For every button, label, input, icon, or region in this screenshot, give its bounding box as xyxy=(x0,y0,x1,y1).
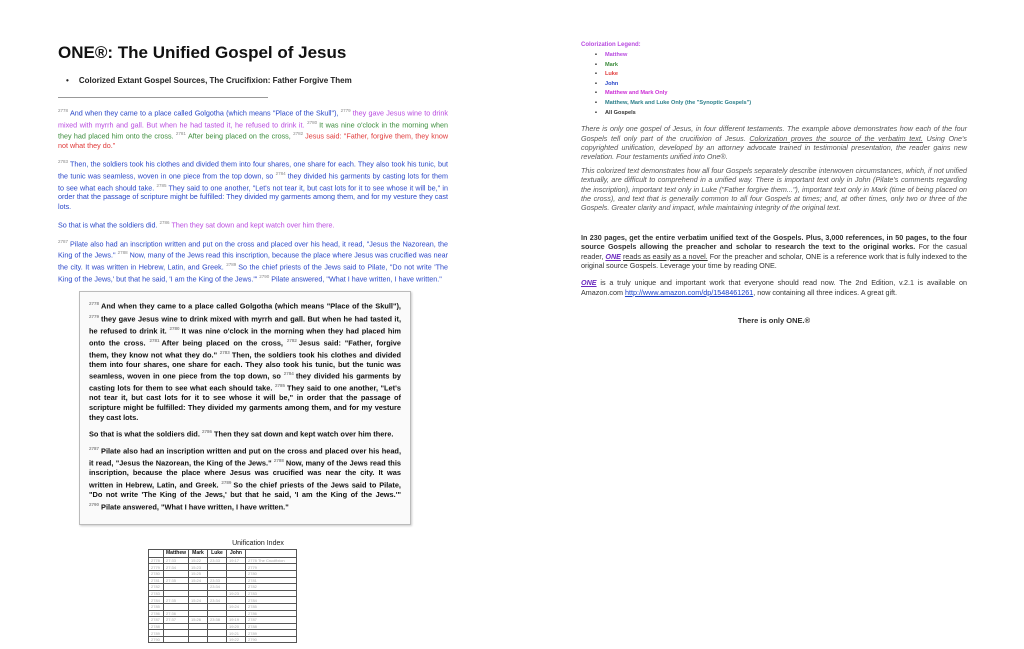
promo-text-a: For the casual reader, xyxy=(581,242,968,261)
table-row xyxy=(149,610,297,617)
index-cell xyxy=(208,590,227,597)
index-cell xyxy=(208,636,227,643)
index-cell: 2781 xyxy=(246,577,297,584)
legend-label: Matthew xyxy=(604,52,628,58)
bullet-icon: • xyxy=(595,80,597,87)
bullet-icon: • xyxy=(595,71,597,78)
legend-label: Matthew, Mark and Luke Only (the "Synoptic Gospels") xyxy=(604,99,752,106)
verse-number: 2788 xyxy=(273,458,284,464)
intro-text-underlined: Colorization proves the source of the verbatim text. xyxy=(749,133,923,143)
subtitle xyxy=(58,76,448,85)
verse-text: Pilate also had an inscription written and put on the cross and placed over his head, it read, "Jesus the Nazorean, the King of the Jews." xyxy=(89,446,401,468)
right-page xyxy=(581,0,967,325)
verse-number: 2789 xyxy=(226,262,237,268)
verse-text: It was nine o'clock in the morning when they had placed him onto the cross. xyxy=(89,326,401,348)
index-cell: 2790 xyxy=(149,636,164,643)
availability-text: is a truly unique and important work that everyone should read now. The 2nd Edition, v.2.1 is available on Amazon.com xyxy=(581,278,968,297)
index-cell: 2788 xyxy=(246,623,297,630)
table-row xyxy=(149,630,297,637)
divider xyxy=(58,97,268,98)
index-cell: 27:34 xyxy=(164,564,189,571)
table-row xyxy=(149,564,297,571)
verse-text: Pilate answered, "What I have written, I have written." xyxy=(271,274,442,284)
index-cell: 2790 xyxy=(246,636,297,643)
verse-text: It was nine o'clock in the morning when they had placed him onto the cross. xyxy=(58,120,448,141)
verse-number: 2782 xyxy=(286,337,297,343)
index-cell: 2785 xyxy=(149,603,164,610)
bullet-icon: • xyxy=(595,52,597,58)
index-cell: 27:36 xyxy=(164,610,189,617)
verse-text: they gave Jesus wine to drink mixed with myrrh and gall. But when he had tasted it, he refused to drink it. xyxy=(58,108,448,130)
index-cell xyxy=(189,636,208,643)
table-row xyxy=(149,636,297,643)
table-row xyxy=(149,623,297,630)
verse-number: 2779 xyxy=(340,108,351,113)
colorization-legend xyxy=(581,51,967,118)
index-cell xyxy=(164,603,189,610)
verse-number: 2786 xyxy=(201,429,212,435)
index-cell: 2785 xyxy=(246,603,297,610)
index-cell xyxy=(208,603,227,610)
table-row xyxy=(149,617,297,624)
table-row xyxy=(149,590,297,597)
verse-text: Now, many of the Jews read this inscription, because the place where Jesus was crucified was near the city. It was written in Hebrew, Latin, and Greek. xyxy=(89,458,401,490)
verse-paragraph xyxy=(89,444,401,511)
index-cell xyxy=(227,597,246,604)
left-page xyxy=(58,0,448,643)
table-row xyxy=(149,584,297,591)
bullet-icon: • xyxy=(595,90,597,97)
index-cell xyxy=(189,603,208,610)
one-emphasis-2: ONE xyxy=(581,278,597,288)
index-header-cell: Matthew xyxy=(164,549,189,557)
index-cell: 23:33 xyxy=(208,577,227,584)
legend-item xyxy=(595,99,967,109)
index-cell: 23:33 xyxy=(208,557,227,564)
index-cell xyxy=(208,564,227,571)
index-cell xyxy=(189,630,208,637)
promo-paragraph xyxy=(581,233,967,271)
verse-text: Then they sat down and kept watch over him there. xyxy=(213,429,394,439)
index-cell: 2782 xyxy=(246,584,297,591)
index-cell: 27:35 xyxy=(164,597,189,604)
verse-number: 2785 xyxy=(274,383,285,389)
index-cell: 27:37 xyxy=(164,617,189,624)
verse-number: 2784 xyxy=(283,371,294,377)
legend-item xyxy=(595,51,967,61)
legend-item xyxy=(595,70,967,80)
closing-statement: There is only ONE.® xyxy=(737,316,811,326)
index-cell: 15:23 xyxy=(189,564,208,571)
promo-bold: In 230 pages, get the entire verbatim unified text of the Gospels. Plus, 3,000 references, in 50 pages, to the four source Gospels allowing the preacher and scholar to research the text to the original works. xyxy=(581,232,967,252)
verse-text: Pilate answered, "What I have written, I have written." xyxy=(101,502,289,512)
index-cell: 19:22 xyxy=(227,636,246,643)
verse-text: Jesus said: "Father, forgive them, they know not what they do." xyxy=(58,131,449,151)
intro-paragraph xyxy=(581,124,967,162)
index-cell: 19:19 xyxy=(227,617,246,624)
index-cell: 2782 xyxy=(149,584,164,591)
index-cell: 2787 xyxy=(149,617,164,624)
verse-paragraph xyxy=(89,427,401,439)
index-header-cell: John xyxy=(227,549,246,557)
verse-number: 2783 xyxy=(58,159,69,165)
index-cell: 15:26 xyxy=(189,617,208,624)
unification-index-title: Unification Index xyxy=(232,539,284,547)
index-cell: 27:35 xyxy=(164,577,189,584)
index-cell: 19:23 xyxy=(227,590,246,597)
index-cell: 27:33 xyxy=(164,557,189,564)
index-cell: 2786 xyxy=(149,610,164,617)
verse-number: 2789 xyxy=(221,480,232,486)
promo-underlined: reads as easily as a novel. xyxy=(622,251,708,261)
index-cell xyxy=(189,610,208,617)
index-cell xyxy=(227,564,246,571)
index-header-cell: Luke xyxy=(208,549,227,557)
table-row xyxy=(149,577,297,584)
index-cell: 15:22 xyxy=(189,557,208,564)
amazon-link[interactable]: http://www.amazon.com/dp/1548461261 xyxy=(624,287,754,297)
bullet-icon: • xyxy=(595,99,597,106)
index-cell xyxy=(208,623,227,630)
verse-number: 2781 xyxy=(149,337,160,343)
intro-text-a: There is only one gospel of Jesus, in four different testaments. The example above demonstrates how each of the four Gospels tell only part of the crucifixion of Jesus. xyxy=(581,124,967,143)
verse-text: So the chief priests of the Jews said to Pilate, "Do not write 'The King of the Jews,' but that he said, 'I am the King of the Jews.'" xyxy=(58,262,448,284)
index-cell xyxy=(189,623,208,630)
legend-label: Mark xyxy=(604,61,619,68)
colorized-text xyxy=(58,106,448,283)
verse-number: 2784 xyxy=(275,171,286,177)
index-cell xyxy=(227,610,246,617)
verse-text: After being placed on the cross, xyxy=(161,338,287,348)
legend-item xyxy=(595,61,967,71)
verse-text: they divided his garments by casting lots for them to see what each should take. xyxy=(89,371,401,393)
subtitle-text: Colorized Extant Gospel Sources, The Crucifixion: Father Forgive Them xyxy=(78,76,352,85)
legend-label: Luke xyxy=(604,71,619,78)
verse-number: 2780 xyxy=(307,119,318,125)
index-cell: 2789 xyxy=(246,630,297,637)
verse-number: 2779 xyxy=(89,313,100,319)
index-cell xyxy=(189,584,208,591)
verse-text: they divided his garments by casting lots for them to see what each should take. xyxy=(58,171,448,193)
index-cell: 19:17 xyxy=(227,557,246,564)
verse-number: 2778 xyxy=(89,301,100,307)
verse-number: 2787 xyxy=(58,238,69,244)
legend-label: All Gospels xyxy=(604,109,636,116)
subtitle-bullet: • xyxy=(66,76,69,85)
index-cell: 2788 xyxy=(149,623,164,630)
index-cell: 2779 xyxy=(149,564,164,571)
verse-text: And when they came to a place called Golgotha (which means "Place of the Skull"), xyxy=(70,108,341,118)
index-cell xyxy=(164,570,189,577)
index-cell: 2779 xyxy=(246,564,297,571)
verse-paragraph xyxy=(58,218,448,230)
verse-text: After being placed on the cross, xyxy=(187,131,294,141)
index-cell: 15:25 xyxy=(189,570,208,577)
index-cell: 2780 xyxy=(246,570,297,577)
verse-text: they gave Jesus wine to drink mixed with myrrh and gall. But when he had tasted it, he refused to drink it. xyxy=(89,313,401,336)
legend-label: John xyxy=(604,80,619,87)
index-cell: 23:34 xyxy=(208,584,227,591)
index-header-cell: Mark xyxy=(189,549,208,557)
index-header-cell xyxy=(246,549,297,557)
index-cell: 2783 xyxy=(246,590,297,597)
index-cell: 15:24 xyxy=(189,577,208,584)
verse-number: 2785 xyxy=(156,182,167,188)
index-header-cell xyxy=(149,549,164,557)
verse-text: Then, the soldiers took his clothes and divided them into four shares, one share for each. They also took his tunic, but the tunic was seamless, woven in one piece from the top down, so xyxy=(89,350,401,381)
index-cell: 2781 xyxy=(149,577,164,584)
index-cell: 2789 xyxy=(149,630,164,637)
index-cell xyxy=(164,630,189,637)
unification-index-table xyxy=(148,549,297,644)
index-cell xyxy=(189,590,208,597)
verse-number: 2788 xyxy=(117,250,128,256)
index-cell xyxy=(164,636,189,643)
index-cell: 2784 xyxy=(246,597,297,604)
index-cell xyxy=(227,584,246,591)
index-cell: 2784 xyxy=(149,597,164,604)
index-cell: 19:21 xyxy=(227,630,246,637)
index-cell: 19:24 xyxy=(227,603,246,610)
verse-paragraph xyxy=(89,299,401,422)
legend-title: Colorization Legend: xyxy=(581,42,641,48)
intro-text-b: Using One's copyrighted unification, developed by an attorney advocate trained in testimonial presentation, the reader gains new revelation. Four testaments unified into One®. xyxy=(581,133,968,162)
page-title: ONE®: The Unified Gospel of Jesus xyxy=(58,43,347,62)
verse-text: Then they sat down and kept watch over him there. xyxy=(171,220,335,230)
legend-label: Matthew and Mark Only xyxy=(604,90,668,97)
verse-number: 2783 xyxy=(219,349,230,355)
one-emphasis: ONE xyxy=(605,251,621,261)
verse-text: They said to one another, "Let's not tear it, but cast lots for it to see whose it will be," in order that the passage of scripture might be fulfilled: They divided my garments among them, and for my vesture they cast lots. xyxy=(58,183,448,211)
verse-number: 2787 xyxy=(89,446,100,452)
index-cell xyxy=(164,584,189,591)
index-cell xyxy=(208,570,227,577)
verse-text: Now, many of the Jews read this inscription, because the place where Jesus was crucified was near the city. It was written in Hebrew, Latin, and Greek. xyxy=(58,250,448,272)
verse-paragraph xyxy=(58,237,448,284)
index-cell: 2787 xyxy=(246,617,297,624)
explanation-paragraph: This colorized text demonstrates how all four Gospels separately describe interwoven circumstances, which, if not unified textually, are difficult to comprehend in a unified way. There is important text only in John (Pilate's comments regarding the inscription), important text only in Luke ("Father forgive them..."), important text only in Mark (time of being placed on the cross), and text that is generally common to all four Gospels at times; and, at other times, only two or three of the Gospels. Greater clarity and impact, while maintaining integrity of the original text. xyxy=(581,165,967,213)
index-cell: 19:20 xyxy=(227,623,246,630)
index-cell xyxy=(227,577,246,584)
verse-text: So that is what the soldiers did. xyxy=(58,220,160,230)
index-cell xyxy=(164,623,189,630)
bullet-icon: • xyxy=(595,109,597,116)
index-cell: 2778 The Crucifixion xyxy=(246,557,297,564)
verse-number: 2780 xyxy=(169,325,180,331)
verse-number: 2790 xyxy=(259,273,270,279)
verse-paragraph xyxy=(58,106,448,150)
promo-text-b: For the preacher and scholar, ONE is a reference work that is fully indexed to the original source Gospels. Leverage your time by reading ONE. xyxy=(581,251,967,271)
verse-number: 2790 xyxy=(89,501,100,507)
index-cell: 2780 xyxy=(149,570,164,577)
index-cell xyxy=(164,590,189,597)
index-cell xyxy=(227,570,246,577)
availability-paragraph xyxy=(581,278,967,297)
verse-text: So the chief priests of the Jews said to Pilate, "Do not write 'The King of the Jews,' but that he said, 'I am the King of the Jews.'" xyxy=(89,480,401,500)
verse-number: 2782 xyxy=(293,131,304,137)
table-row xyxy=(149,597,297,604)
verse-text: And when they came to a place called Golgotha (which means "Place of the Skull"), xyxy=(101,301,401,311)
index-cell: 2783 xyxy=(149,590,164,597)
verse-number: 2786 xyxy=(159,220,170,226)
availability-text-end: , now containing all three indices. A great gift. xyxy=(753,287,898,297)
verse-text: Jesus said: "Father, forgive them, they know not what they do." xyxy=(89,338,402,360)
legend-item xyxy=(595,109,967,119)
verse-paragraph xyxy=(58,157,448,211)
verse-number: 2781 xyxy=(175,131,186,137)
index-cell: 23:34 xyxy=(208,597,227,604)
index-cell: 15:24 xyxy=(189,597,208,604)
verse-text: They said to one another, "Let's not tear it, but cast lots for it to see whose it will be," in order that the passage of scripture might be fulfilled: They divided my garments among them, and for my vesture they cast lots. xyxy=(89,383,401,422)
index-cell xyxy=(208,610,227,617)
verse-text: Then, the soldiers took his clothes and divided them into four shares, one share for each. They also took his tunic, but the tunic was seamless, woven in one piece from the top down, so xyxy=(58,159,448,181)
table-row xyxy=(149,570,297,577)
legend-item xyxy=(595,89,967,99)
table-row xyxy=(149,603,297,610)
index-cell: 2786 xyxy=(246,610,297,617)
verse-text: So that is what the soldiers did. xyxy=(89,429,202,439)
index-cell: 23:38 xyxy=(208,617,227,624)
unified-text-box xyxy=(79,291,411,524)
index-cell: 2778 xyxy=(149,557,164,564)
legend-item xyxy=(595,80,967,90)
verse-text: Pilate also had an inscription written and put on the cross and placed over his head, it read, "Jesus the Nazorean, the King of the Jews." xyxy=(58,239,448,260)
table-row xyxy=(149,557,297,564)
bullet-icon: • xyxy=(595,61,597,68)
verse-number: 2778 xyxy=(58,108,69,113)
index-cell xyxy=(208,630,227,637)
